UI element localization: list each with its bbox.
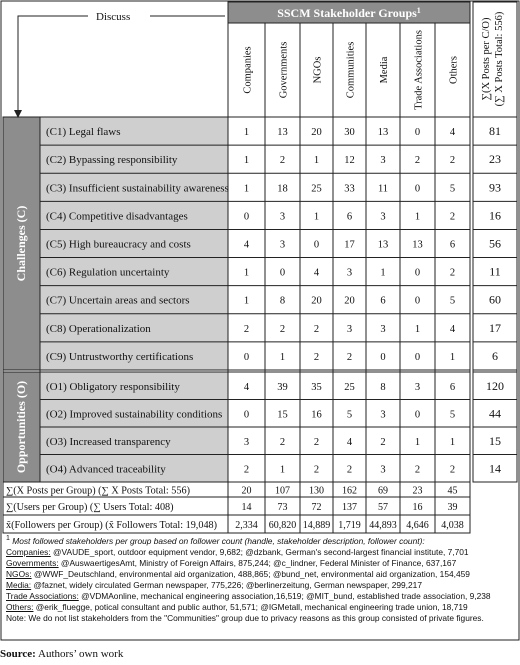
table-cell: 1 [414,211,421,223]
table-cell: 8 [380,381,386,393]
row-total: 11 [489,264,501,279]
row-total: 23 [489,152,501,167]
table-cell: 17 [344,239,355,251]
table-cell: 33 [344,183,355,195]
summary-label: ∑(Users per Group) (∑ Users Total: 408) [6,502,174,513]
table-cell: 4 [243,381,250,393]
summary-cell: 69 [378,485,388,497]
total-column-header: ∑(X Posts per C/O) [481,17,492,101]
table-cell: 2 [449,464,456,476]
table-cell: 1 [243,267,250,279]
row-total: 120 [486,378,504,393]
table-cell: 15 [277,409,288,421]
table-cell: 35 [311,381,322,393]
row-label: (O4) Advanced traceability [46,463,166,476]
table-cell: 6 [449,239,456,251]
table-cell: 0 [414,409,421,421]
table-cell: 18 [277,183,288,195]
table-cell: 3 [380,464,386,476]
summary-cell: 130 [309,485,324,497]
summary-cell: 39 [447,502,458,513]
footnote-media: Media: @faznet, widely circulated German newspaper, 775,226; @berlinerzeitung, German newspaper, 299,217 [6,580,422,591]
table-cell: 5 [346,409,353,421]
row-total: 17 [489,320,501,335]
table-cell: 13 [412,239,423,251]
table-cell: 2 [414,155,421,167]
column-header: NGOs [312,56,324,84]
summary-cell: 45 [447,485,458,497]
table-cell: 1 [414,323,421,335]
opportunities-label: Opportunities (O) [14,380,28,474]
table-cell: 1 [279,464,286,476]
table-cell: 2 [313,323,320,335]
table-cell: 3 [279,239,286,251]
footnotes [6,533,511,625]
column-header: Others [448,56,460,84]
row-label: (C4) Competitive disadvantages [46,210,188,223]
table-cell: 3 [380,323,386,335]
table-cell: 1 [243,183,250,195]
footnote-title-text: Most followed stakeholders per group based on follower count (handle, stakeholder description, follower count): [12,535,425,546]
table-cell: 20 [344,295,355,307]
discuss-label: Discuss [96,11,131,23]
table-cell: 3 [346,267,353,279]
row-label: (C1) Legal flaws [46,126,121,139]
table-cell: 0 [414,127,421,139]
table-cell: 3 [380,211,386,223]
row-label: (C2) Bypassing responsibility [46,154,178,167]
column-header: Governments [278,41,290,99]
table-cell: 2 [449,155,456,167]
summary-cell: 60,820 [268,520,297,531]
table-cell: 13 [377,239,389,251]
table-cell: 3 [243,436,250,448]
table-cell: 2 [380,436,386,448]
summary-cell: 72 [311,502,322,513]
column-header: Trade Associations [413,30,425,110]
table-cell: 6 [449,381,456,393]
summary-cell: 16 [412,502,423,513]
table-cell: 2 [313,351,320,363]
summary-cell: 23 [412,485,423,497]
summary-label: ∑(X Posts per Group) (∑ X Posts Total: 556) [6,485,190,497]
table-cell: 39 [277,381,288,393]
table-cell: 25 [344,381,355,393]
table-cell: 2 [243,464,250,476]
group-title: SSCM Stakeholder Groups$^1$ [277,6,421,20]
row-label: (O1) Obligatory responsibility [46,380,180,393]
table-cell: 4 [313,267,320,279]
table-cell: 25 [311,183,322,195]
row-total: 44 [489,406,501,421]
footnote-others: Others: @erik_fluegge, potical consultant and public author, 51,571; @IGMetall, mechanical engineering trade union, 18,719 [6,602,468,613]
table-cell: 3 [380,409,386,421]
footnote-ngos: NGOs: @WWF_Deutschland, environmental aid organization, 488,865; @bund_net, environmental aid organization, 154,459 [6,569,470,580]
table-cell: 12 [344,155,355,167]
table-cell: 2 [279,436,286,448]
table-cell: 3 [346,323,353,335]
table-cell: 1 [243,295,250,307]
row-total: 14 [489,461,501,476]
table-cell: 2 [414,464,421,476]
table-cell: 1 [243,155,250,167]
summary-cell: 2,334 [235,520,258,531]
table-cell: 2 [449,211,456,223]
table-cell: 4 [449,323,456,335]
table-cell: 0 [380,351,386,363]
table-cell: 30 [344,127,355,139]
row-label: (C3) Insufficient sustainability awareness [46,182,229,195]
footnote-trade-associations: Trade Associations: @VDMAonline, mechanical engineering association,16,519; @MIT_bund, established trade association, 9,238 [6,591,491,602]
summary-cell: 162 [342,485,357,497]
table-cell: 13 [377,127,389,139]
table-cell: 0 [414,267,421,279]
row-label: (O2) Improved sustainability conditions [46,408,223,421]
challenges-label: Challenges (C) [14,205,28,282]
table-cell: 0 [279,267,286,279]
table-cell: 1 [243,127,250,139]
row-total: 16 [489,208,501,223]
table-cell: 0 [414,351,421,363]
total-column-header: (∑ X Posts Total: 556) [494,11,505,107]
column-header: Media [379,56,390,84]
table-cell: 3 [414,381,421,393]
table-cell: 6 [346,211,353,223]
group-title-sup: 1 [416,6,421,15]
table-cell: 2 [279,323,286,335]
source-line: Source: Authors’ own work [0,648,124,660]
table-cell: 0 [313,239,320,251]
summary-cell: 44,893 [369,520,397,531]
column-header: Communities [345,41,357,99]
table-cell: 11 [377,183,389,195]
table-cell: 0 [243,211,250,223]
table-cell: 4 [243,239,250,251]
row-total: 56 [489,236,501,251]
table-cell: 20 [311,127,322,139]
table-cell: 2 [243,323,250,335]
table-cell: 8 [279,295,286,307]
footnote-title: $^1$ Most followed stakeholders per group based on follower count (handle, stakeholder description, follower count): [6,535,425,546]
discuss-line-left [18,16,88,112]
footnote-note: Note: We do not list stakeholders from the "Communities" group due to privacy reasons as this group consisted of private figures. [6,613,484,624]
column-header: Companies [242,46,254,94]
summary-cell: 73 [277,502,288,513]
table-cell: 20 [311,295,322,307]
row-label: (C5) High bureaucracy and costs [46,238,191,251]
row-total: 6 [492,348,498,363]
table-cell: 2 [279,155,286,167]
table-cell: 1 [380,267,386,279]
table-cell: 2 [313,464,320,476]
table-cell: 3 [279,211,286,223]
row-total: 60 [489,292,501,307]
row-label: (C8) Operationalization [46,322,151,335]
summary-cell: 4,646 [406,520,429,531]
summary-cell: 20 [241,485,252,497]
summary-label: x̃(Followers per Group) (x̃ Followers Total: 19,048) [6,520,218,531]
table-cell: 1 [313,211,320,223]
table-cell: 3 [380,155,386,167]
table-cell: 2 [346,351,353,363]
row-label: (C7) Uncertain areas and sectors [46,294,190,307]
summary-cell: 137 [342,502,357,513]
table-cell: 0 [243,409,250,421]
row-label: (O3) Increased transparency [46,435,171,448]
table-cell: 0 [414,295,421,307]
summary-cell: 14 [241,502,252,513]
summary-cell: 4,038 [441,520,464,531]
footnote-companies: Companies: @VAUDE_sport, outdoor equipment vendor, 9,682; @dzbank, German's second-largest financial institute, 7,701 [6,546,469,557]
table-cell: 13 [277,127,288,139]
table-cell: 1 [313,155,320,167]
row-label: (C9) Untrustworthy certifications [46,350,194,363]
table-cell: 1 [449,436,456,448]
table-cell: 0 [243,351,250,363]
row-total: 81 [489,124,501,139]
table-cell: 5 [449,409,456,421]
table-cell: 4 [449,127,456,139]
row-total: 15 [489,433,501,448]
table-cell: 1 [279,351,286,363]
table-cell: 2 [449,267,456,279]
table-cell: 1 [449,351,456,363]
table-cell: 5 [449,183,456,195]
summary-cell: 1,719 [338,520,361,531]
table-cell: 1 [414,436,421,448]
summary-cell: 14,889 [302,520,331,531]
summary-cell: 57 [378,502,388,513]
footnote-governments: Governments: @AuswaertigesAmt, Ministry of Foreign Affairs, 875,244; @c_lindner, Federal Minister of Finance, 637,167 [6,557,457,568]
table-cell: 5 [449,295,456,307]
table-cell: 16 [311,409,322,421]
table-cell: 4 [346,436,353,448]
summary-cell: 107 [275,485,290,497]
table-cell: 0 [414,183,421,195]
row-label: (C6) Regulation uncertainty [46,266,170,279]
table-cell: 6 [380,295,386,307]
table-cell: 2 [313,436,320,448]
row-total: 93 [489,180,501,195]
table-cell: 2 [346,464,353,476]
